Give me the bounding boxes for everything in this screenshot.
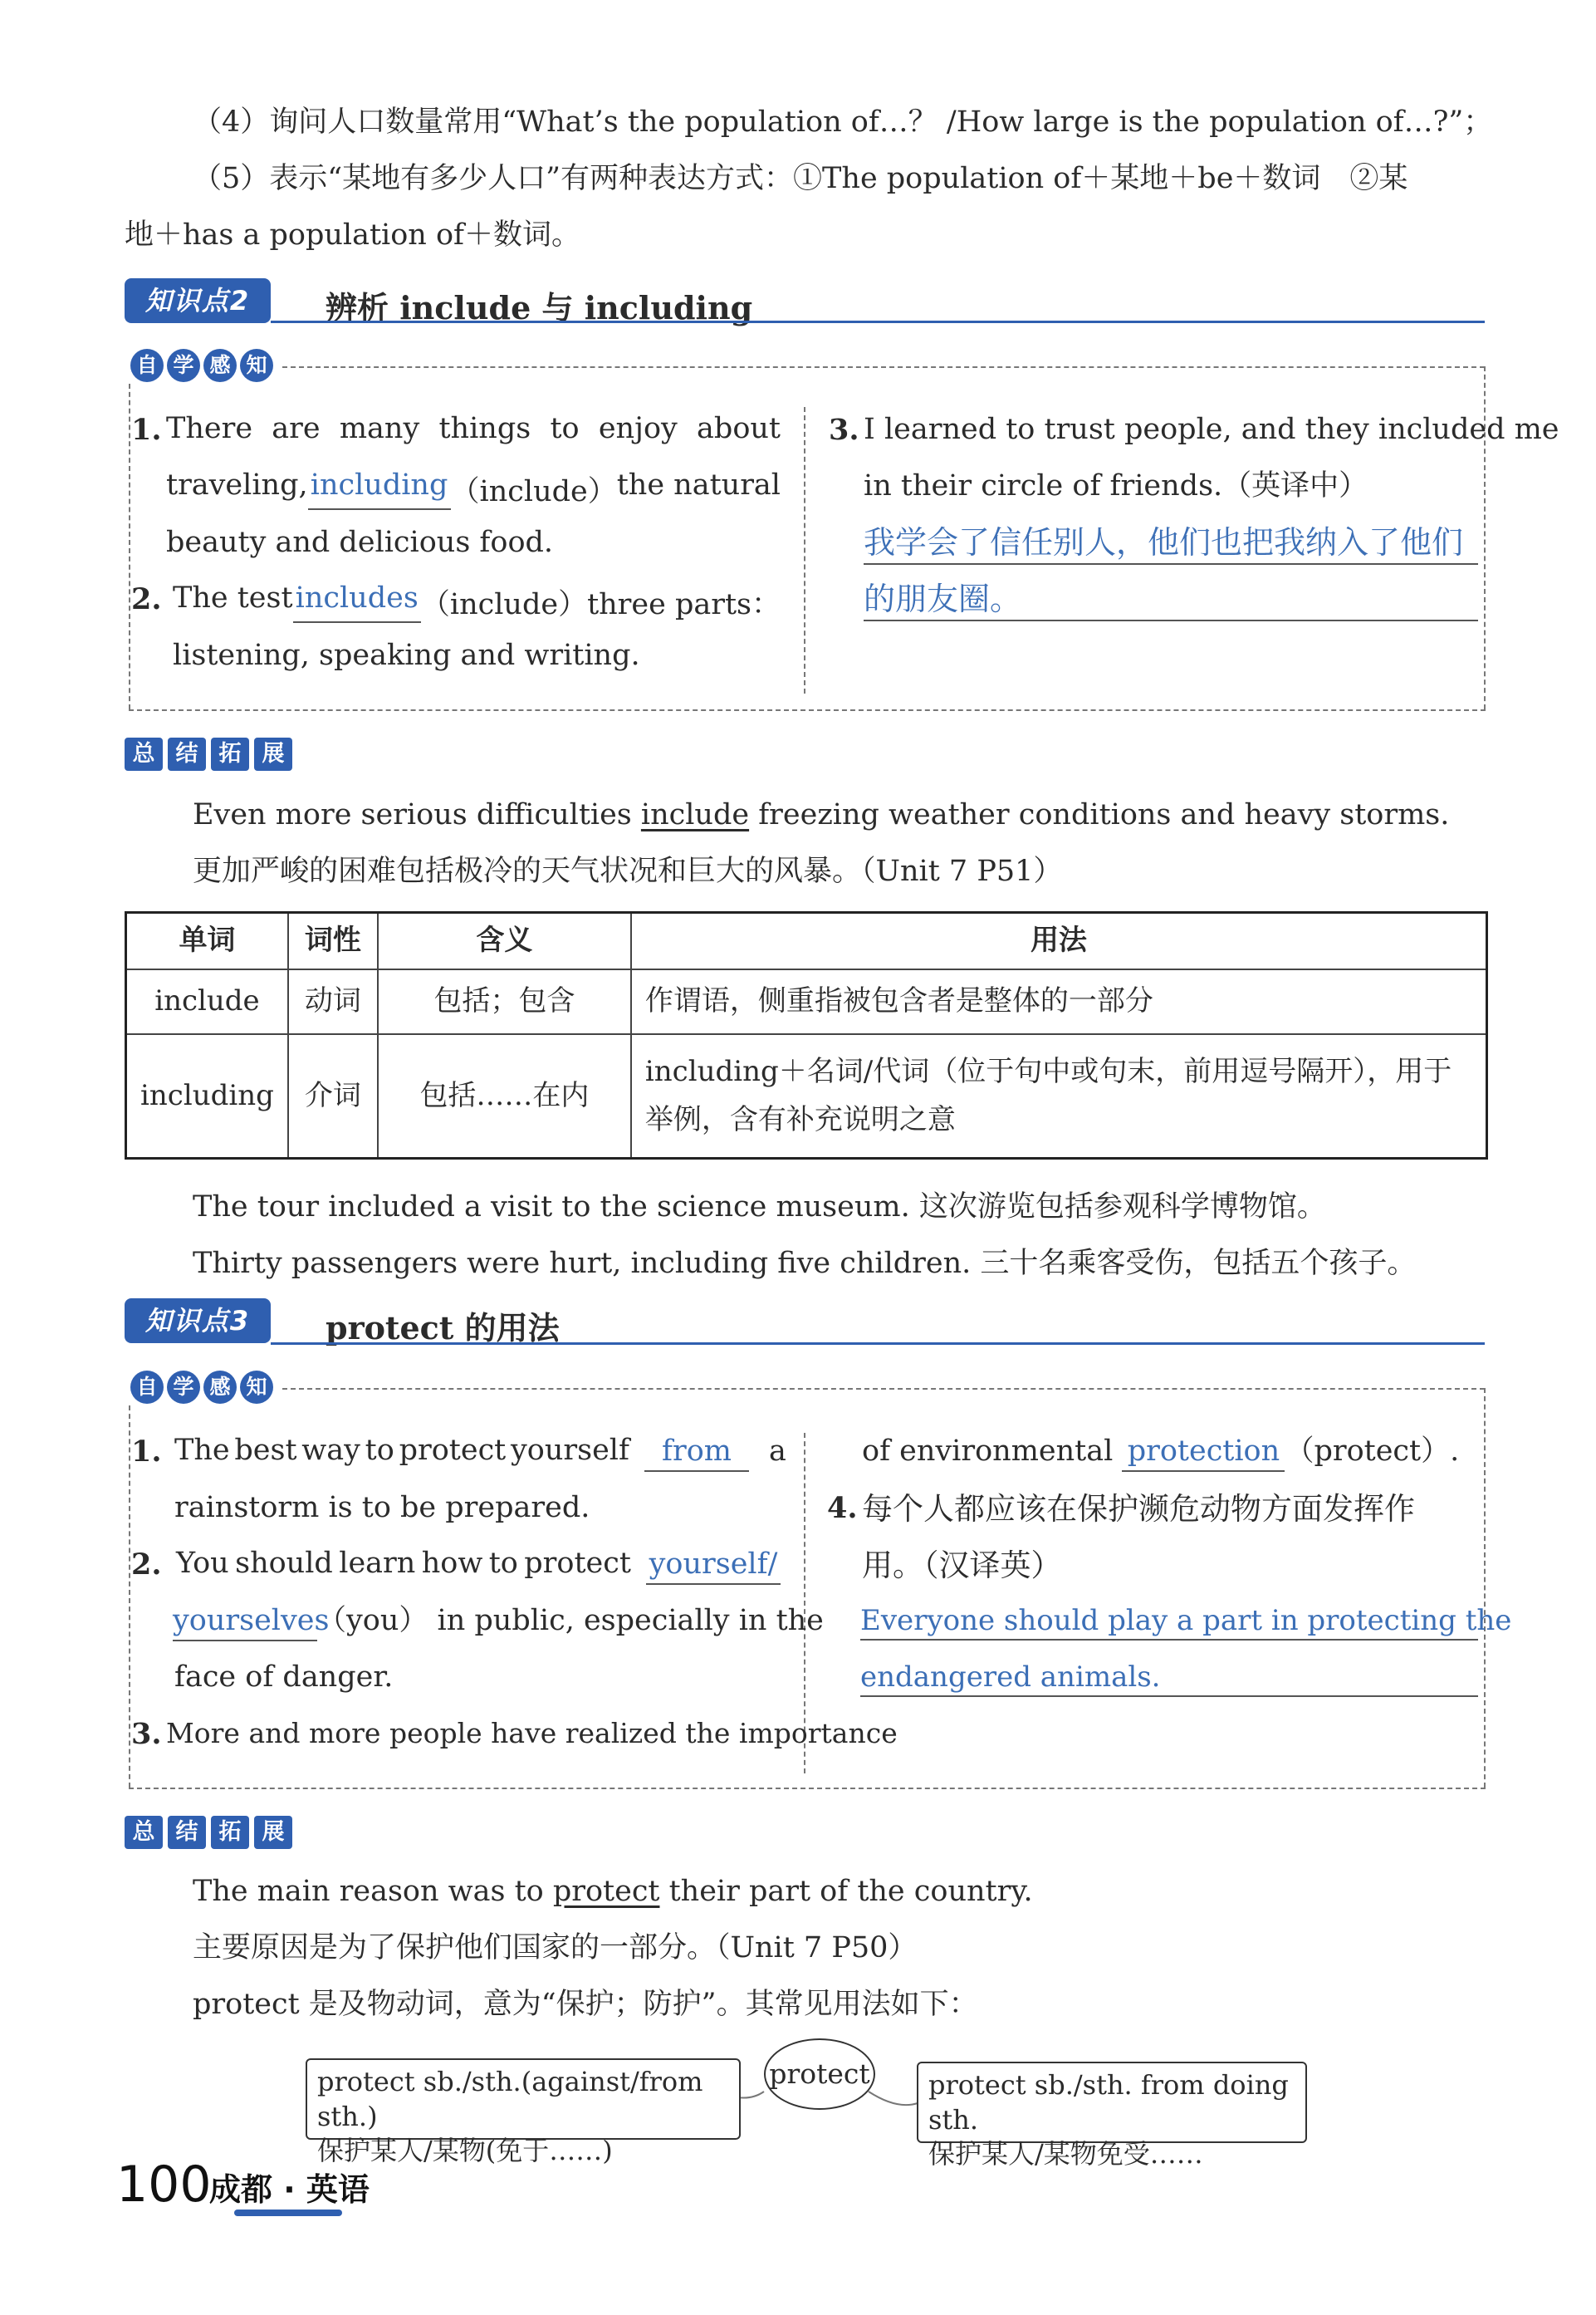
question-1-line-3: beauty and delicious food. [166,526,554,559]
exercise-box-left [129,1405,130,1788]
header-cell: 词性 [288,913,378,969]
text: The main reason was to [193,1875,553,1908]
hint: （protect）. [1285,1435,1460,1468]
knowledge-point-2-title: 辨析 include 与 including [326,289,753,326]
intro-line-4: （4）询问人口数量常用“What’s the population of…？ /How large is the population of…?”； [193,105,1493,139]
usage-table [125,911,1488,1160]
page-number: 100 [116,2156,212,2214]
answer-blank: protection [1122,1434,1285,1472]
word: how [421,1547,483,1580]
cell-pos: 介词 [288,1034,378,1159]
summary-char: 结 [168,738,206,771]
answer-blank: including [308,468,451,510]
self-study-char: 学 [167,349,200,382]
footer-accent-bar [234,2210,342,2216]
word: protect [524,1547,631,1580]
summary-char: 总 [125,1816,163,1849]
question-1-line-2 [166,468,781,510]
header-cell: 含义 [378,913,631,969]
question-number: 3. [829,413,859,447]
question-2-line-3: face of danger. [174,1660,394,1694]
self-study-char: 知 [240,1371,273,1404]
exercise-box-divider [804,407,805,694]
answer-blank-row [646,1547,781,1585]
table-row [126,969,1487,1034]
question-number: 4. [827,1491,858,1525]
cell-word: including [126,1034,288,1159]
header-cell: 单词 [126,913,288,969]
answer-blank: yourself/ [646,1547,781,1585]
text: of environmental [862,1435,1114,1468]
diagram-center-oval: protect [764,2038,875,2110]
question-number: 2. [131,1547,162,1582]
exercise-box-bottom [129,1788,1486,1789]
question-2-line-1 [176,1547,631,1580]
self-study-char: 感 [203,1371,237,1404]
cell-usage: 作谓语，侧重指被包含者是整体的一部分 [631,969,1487,1034]
word: protect [399,1434,507,1467]
self-study-char: 知 [240,349,273,382]
answer-blank: yourselves [173,1603,317,1641]
question-2-line-2 [173,1603,824,1641]
knowledge-point-2-rule [271,321,1485,323]
diagram-left-en: protect sb./sth.(against/from sth.) [317,2066,703,2132]
cell-word: include [126,969,288,1034]
text: freezing weather conditions and heavy storms. [749,798,1450,831]
text: The test [173,581,293,615]
question-3-line-1: I learned to trust people, and they included me [864,413,1559,446]
example-translation: 主要原因是为了保护他们国家的一部分。（Unit 7 P50） [193,1931,918,1964]
question-1-line-1 [174,1434,629,1467]
intro-line-5b: 地＋has a population of＋数词。 [125,218,580,252]
summary-char: 总 [125,738,163,771]
text: （you） in public, especially in the [317,1604,824,1637]
diagram-right-en: protect sb./sth. from doing sth. [928,2069,1289,2136]
exercise-box-bottom [129,709,1486,711]
answer-blank: from [644,1434,749,1472]
answer-blank: includes [293,581,421,623]
hint: （include） [450,475,617,508]
question-1-line-1 [166,412,781,445]
cell-usage: including＋名词/代词（位于句中或句末，前用逗号隔开），用于举例，含有补充说明之意 [631,1034,1487,1159]
exercise-box-top [282,366,1485,368]
word: to [488,1547,518,1580]
example-translation: 更加严峻的困难包括极冷的天气状况和巨大的风暴。（Unit 7 P51） [193,855,1063,888]
self-study-char: 感 [203,349,237,382]
table-row [126,1034,1487,1159]
question-2-line-1 [173,581,781,623]
text: traveling, [166,468,308,502]
intro-line-5a: （5）表示“某地有多少人口”有两种表达方式：①The population of＋某地＋be＋数词 ②某 [193,162,1408,195]
diagram-right-cn: 保护某人/某物免受…… [928,2138,1203,2170]
answer-line: Everyone should play a part in protecting the [860,1603,1478,1641]
summary-char: 拓 [211,1816,249,1849]
question-number: 3. [131,1717,162,1751]
example-sentence [193,1874,1033,1910]
word: to [550,412,580,445]
answer-line: 的朋友圈。 [864,580,1478,621]
knowledge-point-3-rule [271,1342,1485,1345]
question-number: 1. [131,413,162,447]
summary-char: 展 [254,1816,292,1849]
cell-meaning: 包括……在内 [378,1034,631,1159]
cell-meaning: 包括；包含 [378,969,631,1034]
knowledge-point-3-title: protect 的用法 [326,1309,560,1346]
word: There [166,412,253,445]
question-number: 2. [131,582,162,616]
word: learn [339,1547,416,1580]
answer-line: endangered animals. [860,1660,1478,1697]
question-1-line-2: rainstorm is to be prepared. [174,1491,590,1524]
key-word: protect [552,1875,660,1908]
word: You [176,1547,229,1580]
exercise-box-right [1484,1388,1486,1788]
answer-blank-row [644,1434,749,1472]
word: to [365,1434,394,1467]
word: best [234,1434,297,1467]
word: way [301,1434,360,1467]
answer-line: 我学会了信任别人，他们也把我纳入了他们 [864,523,1478,565]
text: Even more serious difficulties [193,798,641,831]
summary-char: 展 [254,738,292,771]
question-4-line-1: 每个人都应该在保护濒危动物方面发挥作 [862,1491,1415,1527]
word: should [235,1547,333,1580]
footer-label: 成都 · 英语 [209,2171,370,2208]
question-3-line-1: More and more people have realized the importance [166,1717,898,1749]
question-3-line-2 [862,1434,1459,1472]
self-study-char: 学 [167,1371,200,1404]
example-after-1: The tour included a visit to the science museum. 这次游览包括参观科学博物馆。 [193,1190,1326,1224]
text: their part of the country. [659,1875,1033,1908]
question-4-line-2: 用。（汉译英） [862,1547,1062,1583]
word: a [769,1435,786,1468]
cell-pos: 动词 [288,969,378,1034]
question-3-line-2: in their circle of friends.（英译中） [864,469,1368,503]
word: many [339,412,420,445]
text: the natural [616,468,781,502]
usage-intro: protect 是及物动词，意为“保护；防护”。其常见用法如下： [193,1988,978,2021]
exercise-box-left [129,384,130,709]
header-cell: 用法 [631,913,1487,969]
summary-char: 结 [168,1816,206,1849]
self-study-char: 自 [130,349,164,382]
diagram-left-cn: 保护某人/某物(免于……) [317,2135,613,2167]
example-after-2: Thirty passengers were hurt, including five children. 三十名乘客受伤，包括五个孩子。 [193,1247,1417,1280]
exercise-box-top [282,1388,1485,1390]
table-header-row [126,913,1487,969]
word: are [272,412,321,445]
text: three parts： [587,588,781,621]
knowledge-point-2-badge: 知识点2 [125,278,271,323]
summary-char: 拓 [211,738,249,771]
knowledge-point-3-badge: 知识点3 [125,1298,271,1343]
word: enjoy [598,412,678,445]
word: about [697,412,781,445]
question-2-line-2: listening, speaking and writing. [173,639,640,672]
word: yourself [511,1434,629,1467]
example-sentence [193,797,1449,834]
word: things [438,412,531,445]
self-study-char: 自 [130,1371,164,1404]
hint: （include） [420,588,588,621]
word: The [174,1434,230,1467]
question-number: 1. [131,1435,162,1469]
diagram-right-box [917,2062,1307,2170]
diagram-left-box [306,2058,741,2167]
key-word: include [640,798,750,831]
